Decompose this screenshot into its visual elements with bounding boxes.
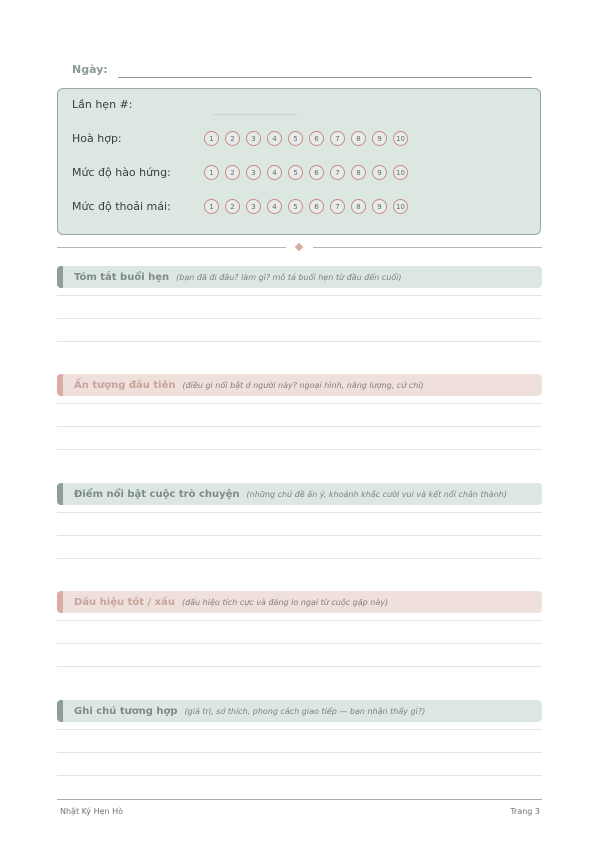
divider-line-left [57, 247, 286, 248]
section-accent-bar [57, 483, 63, 505]
section-title: Ghi chú tương hợp [74, 705, 178, 717]
section-accent-bar [57, 700, 63, 722]
rating-circle[interactable]: 6 [309, 131, 324, 146]
rating-circle[interactable]: 6 [309, 199, 324, 214]
diamond-ornament-icon [295, 243, 303, 251]
rating-label-excitement: Mức độ hào hứng: [72, 166, 171, 179]
rating-circle[interactable]: 1 [204, 165, 219, 180]
writing-line[interactable] [57, 729, 542, 730]
date-number-input-line[interactable] [213, 114, 297, 115]
section-accent-bar [57, 374, 63, 396]
rating-circle[interactable]: 8 [351, 131, 366, 146]
rating-circle[interactable]: 10 [393, 199, 408, 214]
rating-circle[interactable]: 5 [288, 199, 303, 214]
writing-line[interactable] [57, 318, 542, 319]
writing-line[interactable] [57, 341, 542, 342]
date-number-label: Lần hẹn #: [72, 98, 133, 111]
divider-line-right [313, 247, 542, 248]
section-accent-bar [57, 266, 63, 288]
section-header-signals [57, 591, 542, 613]
section-title: Tóm tắt buổi hẹn [74, 271, 170, 283]
rating-circle[interactable]: 2 [225, 199, 240, 214]
writing-line[interactable] [57, 512, 542, 513]
rating-circle[interactable]: 9 [372, 199, 387, 214]
rating-scale-harmony [204, 131, 408, 146]
rating-circle[interactable]: 1 [204, 131, 219, 146]
rating-circle[interactable]: 6 [309, 165, 324, 180]
footer-divider [57, 799, 542, 800]
writing-line[interactable] [57, 558, 542, 559]
rating-circle[interactable]: 10 [393, 131, 408, 146]
rating-circle[interactable]: 3 [246, 165, 261, 180]
section-header-conversation-highlights [57, 483, 542, 505]
rating-label-comfort: Mức độ thoải mái: [72, 200, 171, 213]
rating-circle[interactable]: 8 [351, 199, 366, 214]
rating-circle[interactable]: 2 [225, 131, 240, 146]
rating-circle[interactable]: 3 [246, 199, 261, 214]
date-input-line[interactable] [118, 77, 532, 78]
rating-circle[interactable]: 10 [393, 165, 408, 180]
section-title: Ấn tượng đầu tiên [74, 379, 176, 391]
section-header-compatibility-notes [57, 700, 542, 722]
rating-circle[interactable]: 4 [267, 199, 282, 214]
rating-label-harmony: Hoà hợp: [72, 132, 122, 145]
rating-circle[interactable]: 7 [330, 131, 345, 146]
footer-journal-title: Nhật Ký Hẹn Hò [60, 807, 124, 816]
writing-line[interactable] [57, 403, 542, 404]
rating-circle[interactable]: 7 [330, 199, 345, 214]
writing-line[interactable] [57, 426, 542, 427]
rating-circle[interactable]: 4 [267, 131, 282, 146]
rating-circle[interactable]: 4 [267, 165, 282, 180]
rating-circle[interactable]: 1 [204, 199, 219, 214]
rating-circle[interactable]: 2 [225, 165, 240, 180]
writing-line[interactable] [57, 449, 542, 450]
section-header-summary [57, 266, 542, 288]
section-hint: (điều gì nổi bật ở người này? ngoại hình, năng lượng, cử chỉ) [182, 380, 424, 390]
rating-scale-comfort [204, 199, 408, 214]
rating-scale-excitement [204, 165, 408, 180]
rating-circle[interactable]: 5 [288, 165, 303, 180]
section-accent-bar [57, 591, 63, 613]
section-hint: (những chủ đề ấn ý, khoảnh khắc cười vui và kết nối chân thành) [246, 489, 507, 499]
rating-circle[interactable]: 3 [246, 131, 261, 146]
rating-circle[interactable]: 8 [351, 165, 366, 180]
date-label: Ngày: [72, 63, 108, 76]
rating-circle[interactable]: 5 [288, 131, 303, 146]
writing-line[interactable] [57, 752, 542, 753]
section-title: Dấu hiệu tốt / xấu [74, 596, 175, 608]
section-hint: (bạn đã đi đâu? làm gì? mô tả buổi hẹn từ đầu đến cuối) [176, 272, 402, 282]
writing-line[interactable] [57, 775, 542, 776]
footer-page-number: Trang 3 [510, 807, 540, 816]
section-hint: (dấu hiệu tích cực và đáng lo ngại từ cuộc gặp này) [181, 597, 389, 607]
section-header-first-impression [57, 374, 542, 396]
rating-box [57, 88, 541, 235]
writing-line[interactable] [57, 666, 542, 667]
rating-circle[interactable]: 9 [372, 131, 387, 146]
writing-line[interactable] [57, 643, 542, 644]
writing-line[interactable] [57, 295, 542, 296]
rating-circle[interactable]: 7 [330, 165, 345, 180]
section-hint: (giá trị, sở thích, phong cách giao tiếp — bạn nhận thấy gì?) [184, 706, 426, 716]
writing-line[interactable] [57, 620, 542, 621]
section-title: Điểm nổi bật cuộc trò chuyện [74, 488, 240, 500]
rating-circle[interactable]: 9 [372, 165, 387, 180]
writing-line[interactable] [57, 535, 542, 536]
